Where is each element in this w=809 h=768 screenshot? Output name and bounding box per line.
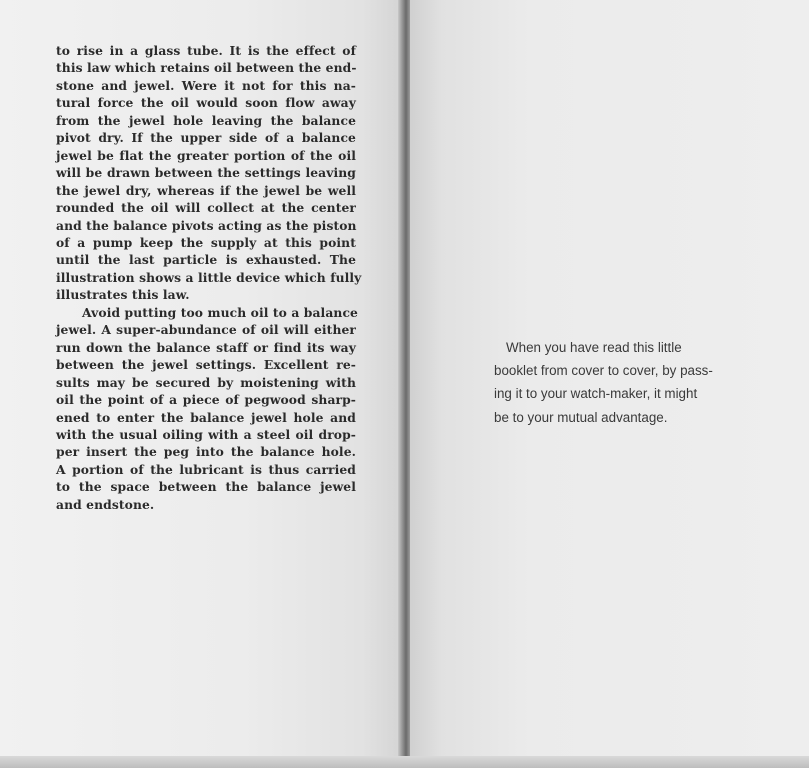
- note-line: booklet from cover to cover, by pass-: [494, 363, 713, 379]
- left-page-text: [56, 42, 362, 513]
- text-line: per insert the peg into the balance hole.: [56, 444, 356, 460]
- right-page-note: [494, 336, 714, 429]
- text-line: jewel. A super-abundance of oil will either: [56, 322, 356, 338]
- text-line: until the last particle is exhausted. The: [56, 252, 356, 268]
- text-line: with the usual oiling with a steel oil drop-: [56, 426, 356, 442]
- text-line: from the jewel hole leaving the balance: [56, 112, 356, 128]
- text-line: stone and jewel. Were it not for this na-: [56, 77, 356, 93]
- text-line: will be drawn between the settings leaving: [56, 165, 356, 181]
- text-line: rounded the oil will collect at the center: [56, 200, 356, 216]
- text-line: jewel be flat the greater portion of the oil: [56, 147, 356, 163]
- text-line: of a pump keep the supply at this point: [56, 234, 356, 250]
- text-line: to rise in a glass tube. It is the effect of: [56, 43, 356, 58]
- page-bottom-edge: [0, 756, 809, 768]
- note-line: When you have read this little: [506, 340, 682, 355]
- text-line: run down the balance staff or find its way: [56, 339, 356, 355]
- text-line: sults may be secured by moistening with: [56, 374, 356, 390]
- text-line: and the balance pivots acting as the piston: [56, 217, 357, 233]
- note-line: ing it to your watch-maker, it might: [494, 386, 698, 402]
- text-line: this law which retains oil between the end-: [56, 60, 357, 76]
- text-line: tural force the oil would soon flow away: [56, 95, 356, 111]
- note-line: be to your mutual advantage.: [494, 409, 668, 425]
- text-line: to the space between the balance jewel: [56, 479, 356, 495]
- text-line: ened to enter the balance jewel hole and: [56, 409, 356, 425]
- text-line: illustration shows a little device which fully: [56, 269, 362, 285]
- text-line: illustrates this law.: [56, 287, 190, 303]
- left-page: [0, 0, 402, 768]
- text-line: pivot dry. If the upper side of a balance: [56, 130, 356, 146]
- text-line: and endstone.: [56, 496, 155, 512]
- text-line: between the jewel settings. Excellent re-: [56, 357, 356, 373]
- text-line: A portion of the lubricant is thus carried: [56, 461, 356, 477]
- text-line: Avoid putting too much oil to a balance: [82, 304, 358, 320]
- text-line: oil the point of a piece of pegwood sharp-: [56, 392, 356, 408]
- text-line: the jewel dry, whereas if the jewel be well: [56, 182, 356, 198]
